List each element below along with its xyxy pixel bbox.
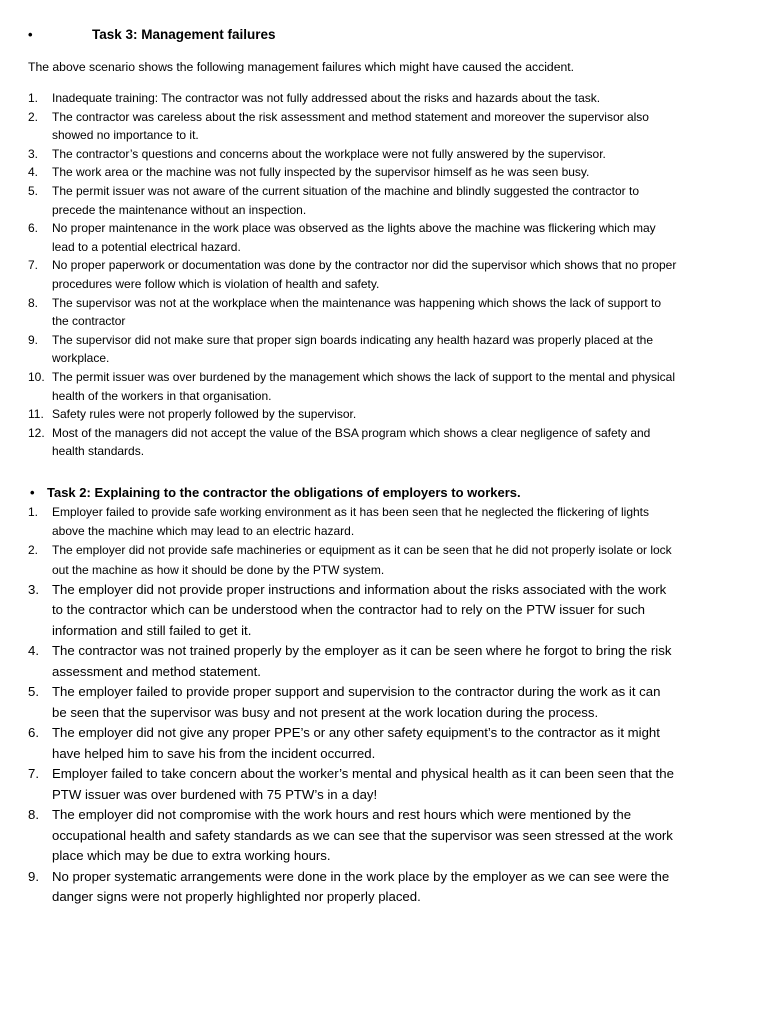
list-number: 7. bbox=[28, 258, 39, 273]
list-item-text: No proper maintenance in the work place was observed as the lights above the machine was flickering which may lead to a potential electrical hazard. bbox=[52, 221, 656, 254]
bullet-icon: • bbox=[28, 27, 33, 42]
list-item bbox=[28, 219, 678, 256]
list-item bbox=[28, 163, 678, 182]
task2-heading-text: Task 2: Explaining to the contractor the obligations of employers to workers. bbox=[47, 485, 521, 500]
list-number: 5. bbox=[28, 684, 39, 700]
list-item bbox=[28, 368, 678, 405]
list-item bbox=[28, 294, 678, 331]
list-item bbox=[28, 145, 678, 164]
list-item-text: The supervisor did not make sure that proper sign boards indicating any health hazard was properly placed at the workplace. bbox=[52, 332, 654, 366]
task3-intro: The above scenario shows the following management failures which might have caused the accident. bbox=[28, 60, 575, 74]
list-number: 9. bbox=[28, 332, 39, 347]
list-item-text: The supervisor was not at the workplace when the maintenance was happening which shows the lack of support to the contractor bbox=[52, 295, 662, 329]
list-item-text: Inadequate training: The contractor was not fully addressed about the risks and hazards about the task. bbox=[52, 91, 601, 105]
list-number: 6. bbox=[28, 725, 39, 741]
list-item-text: The employer failed to provide proper support and supervision to the contractor during the work as it can be seen that the supervisor was busy and not present at the work location during the process. bbox=[52, 684, 661, 720]
list-number: 1. bbox=[28, 505, 39, 519]
list-item bbox=[28, 256, 678, 293]
list-item-text: The contractor was careless about the risk assessment and method statement and moreover the supervisor also showed no importance to it. bbox=[52, 109, 649, 143]
list-number: 7. bbox=[28, 766, 39, 782]
list-item bbox=[28, 867, 678, 908]
list-number: 3. bbox=[28, 146, 39, 161]
list-number: 8. bbox=[28, 807, 39, 823]
list-number: 8. bbox=[28, 295, 39, 310]
list-number: 11. bbox=[28, 407, 44, 422]
list-item-text: The employer did not give any proper PPE’s or any other safety equipment’s to the contractor as it might have helped him to save his from the incident occurred. bbox=[52, 725, 660, 761]
list-item-text: Safety rules were not properly followed by the supervisor. bbox=[52, 407, 357, 422]
list-number: 5. bbox=[28, 183, 39, 198]
list-number: 10. bbox=[28, 369, 45, 384]
list-number: 4. bbox=[28, 165, 39, 180]
list-item bbox=[28, 89, 678, 108]
list-item-text: The employer did not provide safe machineries or equipment as it can be seen that he did not properly isolate or lock out the machine as how it should be done by the PTW system. bbox=[52, 543, 672, 577]
list-item-text: No proper systematic arrangements were done in the work place by the employer as we can see were the danger signs were not properly highlighted nor properly placed. bbox=[52, 868, 670, 905]
list-number: 6. bbox=[28, 221, 39, 236]
list-item bbox=[28, 424, 678, 461]
list-item-text: The employer did not provide proper instructions and information about the risks associated with the work to the contractor which can be understood when the contractor had to rely on the PTW issuer for such information and still failed to get it. bbox=[52, 581, 667, 638]
list-item-text: Most of the managers did not accept the value of the BSA program which shows a clear negligence of safety and health standards. bbox=[52, 425, 651, 459]
list-item-text: The work area or the machine was not fully inspected by the supervisor himself as he was seen busy. bbox=[52, 165, 590, 180]
list-item bbox=[28, 641, 678, 682]
list-item bbox=[28, 331, 678, 368]
list-item bbox=[28, 503, 678, 541]
list-item-text: Employer failed to take concern about the worker’s mental and physical health as it can been seen that the PTW issuer was over burdened with 75 PTW’s in a day! bbox=[52, 766, 674, 802]
list-item bbox=[28, 682, 678, 723]
list-number: 2. bbox=[28, 543, 39, 558]
list-item-text: The employer did not compromise with the work hours and rest hours which were mentioned by the occupational health and safety standards as we can see that the supervisor was seen stressed at the work place which may be due to extra working hours. bbox=[52, 807, 673, 864]
list-item-text: Employer failed to provide safe working environment as it has been seen that he neglected the flickering of lights above the machine which may lead to an electric hazard. bbox=[52, 505, 650, 539]
list-item-text: The contractor’s questions and concerns about the workplace were not fully answered by the supervisor. bbox=[52, 146, 606, 161]
list-number: 2. bbox=[28, 109, 39, 124]
list-item-text: The permit issuer was over burdened by the management which shows the lack of support to the mental and physical health of the workers in that organisation. bbox=[52, 369, 675, 403]
list-number: 4. bbox=[28, 643, 39, 659]
list-item-text: The contractor was not trained properly by the employer as it can be seen where he forgot to bring the risk assessment and method statement. bbox=[52, 643, 672, 679]
bullet-icon: • bbox=[30, 485, 35, 500]
list-item bbox=[28, 764, 678, 805]
list-item bbox=[28, 541, 678, 579]
list-item bbox=[28, 182, 678, 219]
list-item bbox=[28, 805, 678, 867]
list-item bbox=[28, 580, 678, 642]
list-item bbox=[28, 108, 678, 145]
list-number: 1. bbox=[28, 91, 39, 105]
list-item bbox=[28, 405, 678, 424]
list-number: 12. bbox=[28, 425, 45, 440]
list-item-text: The permit issuer was not aware of the current situation of the machine and blindly suggested the contractor to precede the maintenance without an inspection. bbox=[52, 183, 639, 217]
task2-obligations-list bbox=[28, 503, 678, 908]
list-number: 3. bbox=[28, 581, 39, 597]
list-number: 9. bbox=[28, 868, 39, 884]
list-item-text: No proper paperwork or documentation was done by the contractor nor did the supervisor which shows that no proper procedures were follow which is violation of health and safety. bbox=[52, 258, 677, 291]
list-item bbox=[28, 723, 678, 764]
task3-heading-text: Task 3: Management failures bbox=[92, 27, 276, 42]
task3-failures-list bbox=[28, 89, 678, 461]
